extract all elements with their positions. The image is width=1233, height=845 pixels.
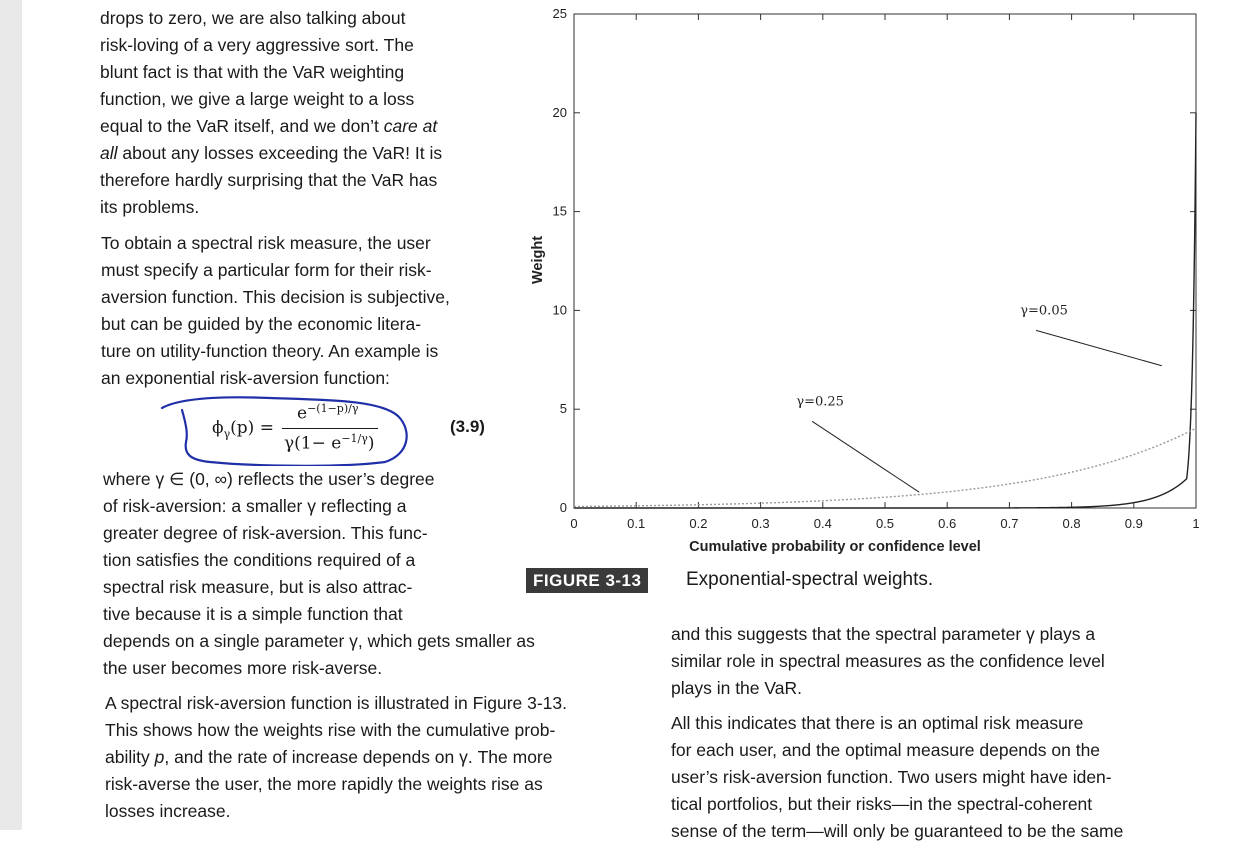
- right-paragraph-1: [671, 621, 1105, 702]
- text-line: aversion function. This decision is subjective,: [101, 287, 450, 307]
- x-axis-label: Cumulative probability or confidence level: [689, 539, 981, 555]
- y-tick-label: 25: [552, 6, 567, 21]
- y-tick-label: 20: [552, 104, 567, 120]
- text-line: and this suggests that the spectral parameter γ plays a: [671, 624, 1096, 644]
- x-tick-label: 0.2: [689, 516, 708, 531]
- x-tick-label: 0.7: [1000, 516, 1019, 531]
- text-line: drops to zero, we are also talking about: [100, 8, 406, 28]
- y-tick-label: 10: [552, 302, 567, 318]
- series-annotation-label: γ=0.05: [1020, 303, 1068, 319]
- right-paragraph-2: [671, 710, 1123, 845]
- text-line: therefore hardly surprising that the VaR has: [100, 170, 438, 190]
- text-line: but can be guided by the economic litera-: [101, 314, 422, 334]
- text-line: A spectral risk-aversion function is illustrated in Figure 3-13.: [105, 693, 568, 713]
- text-line: similar role in spectral measures as the confidence level: [671, 651, 1105, 671]
- text-line: ability p, and the rate of increase depends on γ. The more: [105, 747, 553, 767]
- paragraph-4: [105, 690, 567, 825]
- paragraph-1: [100, 5, 442, 221]
- text-line: its problems.: [100, 197, 200, 217]
- text-line: tical portfolios, but their risks—in the spectral-coherent: [671, 794, 1093, 814]
- text-line: user’s risk-aversion function. Two users might have iden-: [671, 767, 1112, 787]
- text-line: the user becomes more risk-averse.: [103, 658, 383, 678]
- formula-numerator: $e^{-(1-p)/\gamma}$: [297, 402, 359, 424]
- text-line: an exponential risk-aversion function:: [101, 368, 390, 388]
- x-tick-label: 0.3: [751, 516, 770, 531]
- x-tick-label: 0.1: [627, 516, 646, 531]
- equation-3-9: [160, 396, 500, 466]
- text-line: risk-averse the user, the more rapidly the weights rise as: [105, 774, 543, 794]
- text-line: must specify a particular form for their risk-: [101, 260, 432, 280]
- x-tick-label: 0.4: [813, 516, 832, 531]
- text-line: risk-loving of a very aggressive sort. The: [100, 35, 414, 55]
- y-tick-label: 5: [559, 401, 567, 417]
- fraction-bar: [282, 428, 378, 429]
- plot-frame: [574, 14, 1196, 508]
- text-line: sense of the term—will only be guaranteed to be the same: [671, 821, 1124, 841]
- page-margin: [0, 0, 22, 830]
- exponential-spectral-weights-chart: [520, 0, 1233, 565]
- text-line: All this indicates that there is an optimal risk measure: [671, 713, 1084, 733]
- text-line: blunt fact is that with the VaR weighting: [100, 62, 405, 82]
- text-line: To obtain a spectral risk measure, the user: [101, 233, 431, 253]
- x-tick-label: 0.9: [1124, 516, 1143, 531]
- text-line: plays in the VaR.: [671, 678, 802, 698]
- series-line: [574, 113, 1196, 508]
- text-line: of risk-aversion: a smaller γ reflecting a: [103, 496, 407, 516]
- text-line: ture on utility-function theory. An example is: [101, 341, 439, 361]
- x-tick-label: 0.6: [938, 516, 957, 531]
- y-tick-label: 15: [552, 203, 567, 219]
- paragraph-2: [101, 230, 450, 392]
- text-line: depends on a single parameter γ, which gets smaller as: [103, 631, 535, 651]
- annotation-pointer: [1036, 330, 1162, 365]
- figure-label: FIGURE 3-13: [526, 568, 648, 593]
- series-annotation-label: γ=0.25: [796, 394, 844, 410]
- text-line: function, we give a large weight to a loss: [100, 89, 415, 109]
- equation-number: (3.9): [450, 417, 485, 436]
- x-tick-label: 0: [570, 516, 578, 531]
- text-line: equal to the VaR itself, and we don’t care at: [100, 116, 438, 136]
- text-line: tion satisfies the conditions required of a: [103, 550, 416, 570]
- figure-title: Exponential-spectral weights.: [686, 569, 934, 590]
- text-line: losses increase.: [105, 801, 231, 821]
- y-tick-label: 0: [559, 500, 567, 515]
- x-tick-label: 1: [1192, 516, 1200, 531]
- text-line: where γ ∈ (0, ∞) reflects the user’s degree: [103, 469, 435, 489]
- text-line: This shows how the weights rise with the cumulative prob-: [105, 720, 556, 740]
- x-tick-label: 0.8: [1062, 516, 1081, 531]
- text-line: greater degree of risk-aversion. This func-: [103, 523, 428, 543]
- formula-denominator: $\gamma(1- e^{-1/\gamma})$: [284, 432, 375, 454]
- x-tick-label: 0.5: [875, 516, 895, 531]
- formula-lhs: $\phi_\gamma(p)$ =: [212, 418, 274, 441]
- text-line: spectral risk measure, but is also attrac-: [103, 577, 413, 597]
- series-line: [574, 428, 1196, 506]
- text-line: for each user, and the optimal measure depends on the: [671, 740, 1101, 760]
- text-line: all about any losses exceeding the VaR! It is: [100, 143, 443, 163]
- paragraph-3: [103, 466, 535, 682]
- text-line: tive because it is a simple function that: [103, 604, 403, 624]
- annotation-pointer: [812, 421, 919, 492]
- y-axis-label: Weight: [530, 235, 546, 285]
